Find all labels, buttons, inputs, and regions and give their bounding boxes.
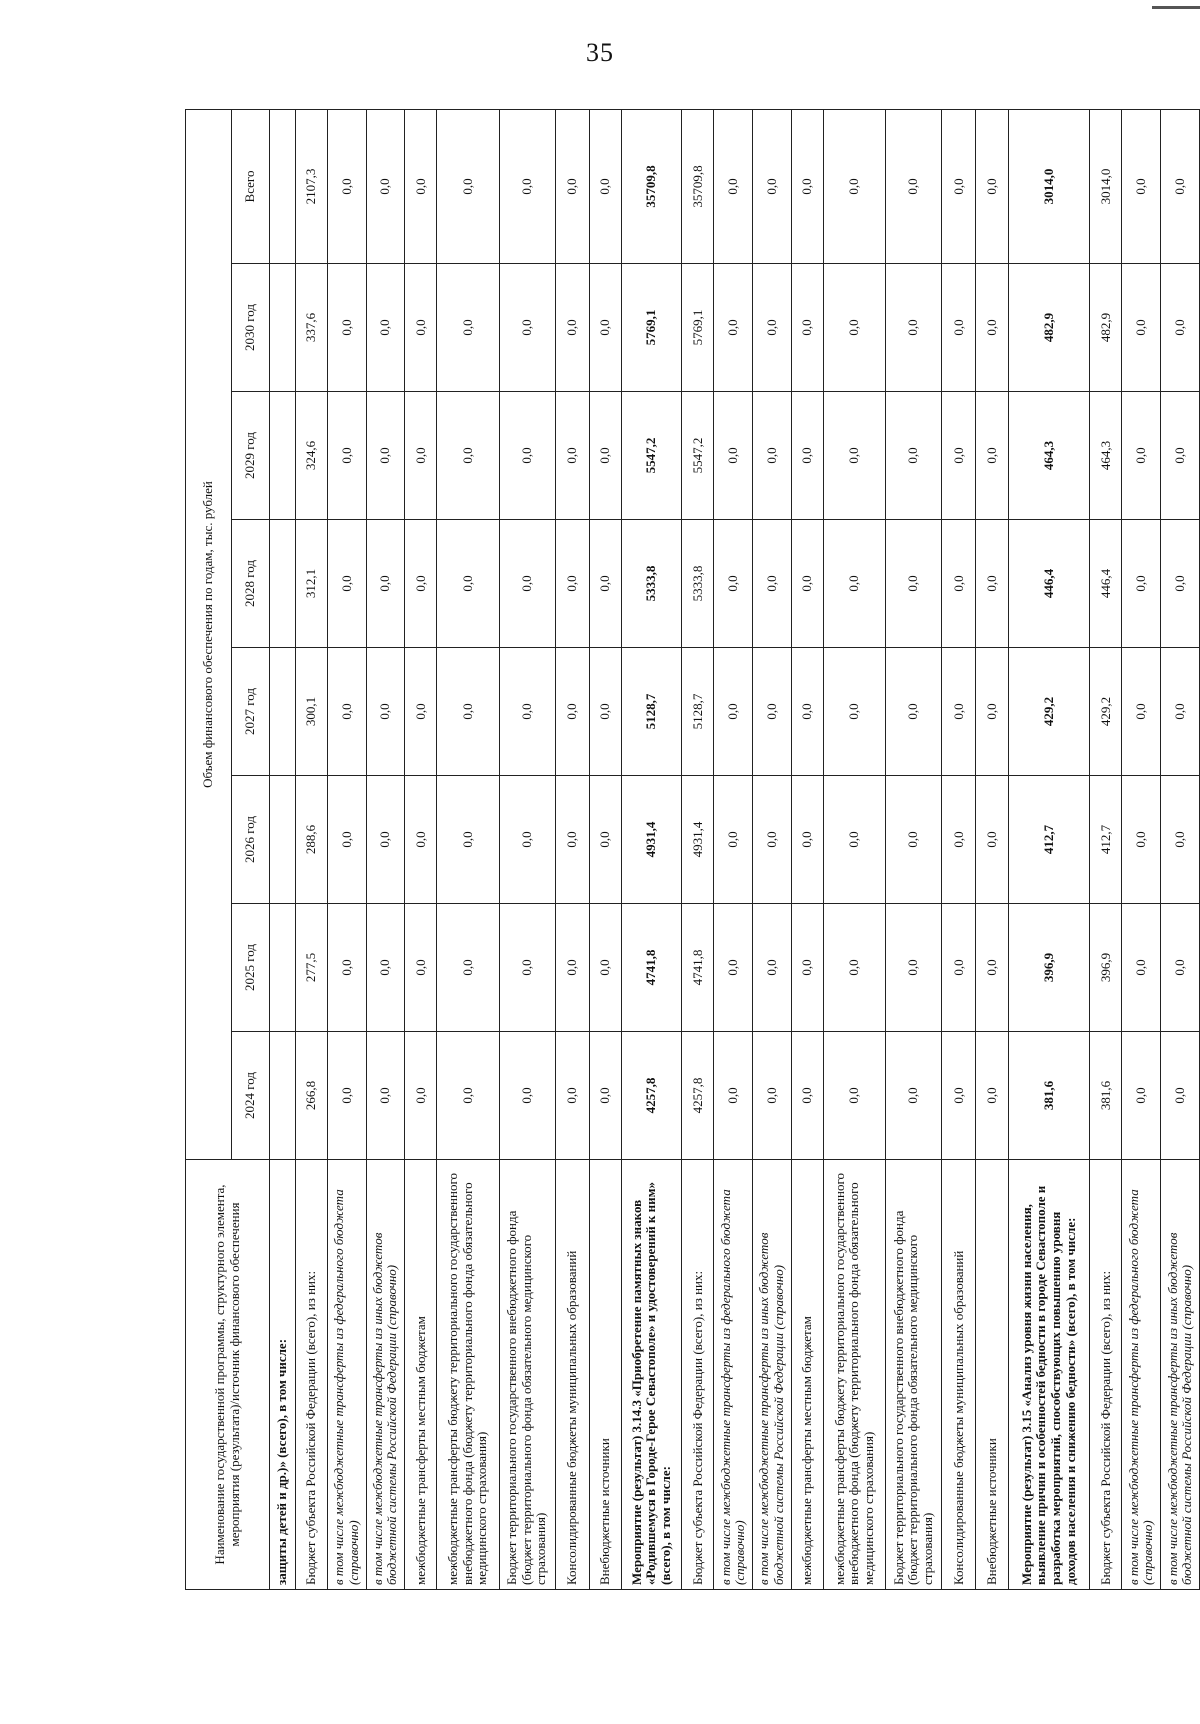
value-cell: 266,8 — [295, 1032, 327, 1160]
value-cell: 429,2 — [1008, 648, 1090, 776]
table-row — [886, 109, 942, 1589]
value-cell: 0,0 — [1161, 109, 1200, 263]
value-cell: 0,0 — [791, 904, 823, 1032]
value-cell: 0,0 — [437, 776, 499, 904]
value-cell: 482,9 — [1090, 264, 1122, 392]
value-cell: 0,0 — [555, 648, 589, 776]
value-cell: 0,0 — [327, 392, 366, 520]
value-cell: 0,0 — [714, 904, 753, 1032]
value-cell: 0,0 — [366, 392, 405, 520]
value-cell: 0,0 — [886, 392, 942, 520]
table-row — [295, 109, 327, 1589]
value-cell: 0,0 — [589, 776, 621, 904]
value-cell: 0,0 — [753, 904, 792, 1032]
row-label: Бюджет субъекта Российской Федерации (всего), из них: — [1090, 1160, 1122, 1590]
value-cell: 0,0 — [942, 904, 976, 1032]
value-cell: 0,0 — [366, 776, 405, 904]
value-cell: 0,0 — [327, 264, 366, 392]
value-cell: 0,0 — [589, 520, 621, 648]
value-cell: 5769,1 — [622, 264, 682, 392]
row-label: Мероприятие (результат) 3.15 «Анализ уровня жизни населения, выявление причин и особенностей бедности в городе Севастополе и разработка мероприятий, способствующих повышению уровня доходов населения и снижению бедности» (всего), в том числе: — [1008, 1160, 1090, 1590]
value-cell: 0,0 — [405, 1032, 437, 1160]
value-cell: 0,0 — [976, 648, 1008, 776]
row-label: Консолидированные бюджеты муниципальных образований — [555, 1160, 589, 1590]
row-label: Консолидированные бюджеты муниципальных образований — [942, 1160, 976, 1590]
value-cell: 0,0 — [1122, 520, 1161, 648]
value-cell: 0,0 — [327, 904, 366, 1032]
value-cell: 0,0 — [886, 904, 942, 1032]
table-row — [366, 109, 405, 1589]
value-cell: 412,7 — [1008, 776, 1090, 904]
value-cell: 0,0 — [499, 392, 555, 520]
value-cell: 0,0 — [405, 648, 437, 776]
value-cell: 0,0 — [499, 648, 555, 776]
value-cell: 4931,4 — [622, 776, 682, 904]
table-row — [682, 109, 714, 1589]
value-cell: 0,0 — [976, 520, 1008, 648]
value-cell: 0,0 — [791, 1032, 823, 1160]
year-header: Всего — [232, 109, 270, 263]
value-cell: 0,0 — [976, 264, 1008, 392]
value-cell: 5547,2 — [682, 392, 714, 520]
value-cell: 482,9 — [1008, 264, 1090, 392]
table-row — [1090, 109, 1122, 1589]
row-label: в том числе межбюджетные трансферты из федерального бюджета (справочно) — [1122, 1160, 1161, 1590]
value-cell: 0,0 — [886, 109, 942, 263]
value-cell: 0,0 — [499, 904, 555, 1032]
value-cell: 0,0 — [824, 904, 886, 1032]
value-cell: 0,0 — [942, 264, 976, 392]
row-label: Внебюджетные источники — [589, 1160, 621, 1590]
value-cell: 0,0 — [824, 776, 886, 904]
value-cell: 0,0 — [437, 648, 499, 776]
value-cell: 0,0 — [437, 520, 499, 648]
value-cell: 0,0 — [1161, 904, 1200, 1032]
value-cell: 0,0 — [327, 1032, 366, 1160]
value-cell: 0,0 — [1161, 648, 1200, 776]
value-cell: 0,0 — [405, 904, 437, 1032]
value-cell: 0,0 — [976, 776, 1008, 904]
value-cell: 300,1 — [295, 648, 327, 776]
value-cell: 0,0 — [753, 648, 792, 776]
row-label: в том числе межбюджетные трансферты из федерального бюджета (справочно) — [327, 1160, 366, 1590]
table-row — [327, 109, 366, 1589]
value-cell: 0,0 — [791, 109, 823, 263]
row-label: Бюджет субъекта Российской Федерации (всего), из них: — [295, 1160, 327, 1590]
value-cell: 0,0 — [791, 264, 823, 392]
value-cell: 0,0 — [753, 264, 792, 392]
row-label: в том числе межбюджетные трансферты из федерального бюджета (справочно) — [714, 1160, 753, 1590]
value-cell: 0,0 — [589, 392, 621, 520]
value-cell: 5333,8 — [682, 520, 714, 648]
value-cell: 0,0 — [714, 776, 753, 904]
value-cell: 412,7 — [1090, 776, 1122, 904]
table-row — [791, 109, 823, 1589]
table-row — [499, 109, 555, 1589]
value-cell: 0,0 — [1122, 648, 1161, 776]
value-cell: 0,0 — [942, 776, 976, 904]
value-cell: 0,0 — [753, 1032, 792, 1160]
table-row — [714, 109, 753, 1589]
value-cell: 0,0 — [405, 264, 437, 392]
value-cell: 0,0 — [791, 520, 823, 648]
value-cell: 0,0 — [886, 648, 942, 776]
value-cell: 0,0 — [1161, 392, 1200, 520]
value-cell: 396,9 — [1008, 904, 1090, 1032]
year-header: 2030 год — [232, 264, 270, 392]
value-cell: 0,0 — [555, 776, 589, 904]
year-header: 2026 год — [232, 776, 270, 904]
value-cell: 0,0 — [555, 392, 589, 520]
value-cell: 0,0 — [824, 648, 886, 776]
value-cell: 0,0 — [405, 109, 437, 263]
value-cell: 0,0 — [1122, 264, 1161, 392]
value-cell: 0,0 — [555, 520, 589, 648]
value-cell: 0,0 — [824, 392, 886, 520]
value-cell: 0,0 — [1161, 776, 1200, 904]
value-cell: 0,0 — [1122, 776, 1161, 904]
value-cell: 35709,8 — [622, 109, 682, 263]
value-cell: 446,4 — [1008, 520, 1090, 648]
value-cell: 3014,0 — [1008, 109, 1090, 263]
value-cell: 0,0 — [976, 392, 1008, 520]
row-label: межбюджетные трансферты бюджету территориального государственного внебюджетного фонда (бюджету территориального фонда обязательного медицинского страхования) — [824, 1160, 886, 1590]
value-cell: 0,0 — [976, 1032, 1008, 1160]
table-row — [753, 109, 792, 1589]
value-cell: 0,0 — [714, 264, 753, 392]
row-label: в том числе межбюджетные трансферты из иных бюджетов бюджетной системы Российской Федерации (справочно) — [366, 1160, 405, 1590]
value-cell: 0,0 — [405, 392, 437, 520]
table-row — [824, 109, 886, 1589]
value-cell: 0,0 — [499, 776, 555, 904]
value-cell: 337,6 — [295, 264, 327, 392]
value-cell: 0,0 — [942, 109, 976, 263]
value-cell: 0,0 — [366, 264, 405, 392]
value-cell: 0,0 — [437, 109, 499, 263]
value-cell: 0,0 — [1122, 1032, 1161, 1160]
value-cell: 0,0 — [1161, 1032, 1200, 1160]
value-cell: 4931,4 — [682, 776, 714, 904]
value-cell: 0,0 — [437, 1032, 499, 1160]
value-cell: 0,0 — [437, 392, 499, 520]
value-cell: 429,2 — [1090, 648, 1122, 776]
value-cell: 0,0 — [753, 392, 792, 520]
table-row — [942, 109, 976, 1589]
value-cell: 288,6 — [295, 776, 327, 904]
table-row — [976, 109, 1008, 1589]
value-cell: 0,0 — [824, 109, 886, 263]
value-cell: 0,0 — [589, 109, 621, 263]
value-cell: 5333,8 — [622, 520, 682, 648]
value-cell: 0,0 — [366, 520, 405, 648]
value-cell: 0,0 — [589, 904, 621, 1032]
value-cell: 0,0 — [499, 109, 555, 263]
table-row — [589, 109, 621, 1589]
table-row — [555, 109, 589, 1589]
table-row — [405, 109, 437, 1589]
header-volume: Объем финансового обеспечения по годам, тыс. рублей — [186, 109, 232, 1159]
table-row — [1161, 109, 1200, 1589]
row-label: Бюджет территориального государственного внебюджетного фонда (бюджет территориального фонда обязательного медицинского страхования) — [886, 1160, 942, 1590]
value-cell: 0,0 — [942, 648, 976, 776]
value-cell: 0,0 — [791, 648, 823, 776]
value-cell: 0,0 — [714, 109, 753, 263]
value-cell: 0,0 — [714, 520, 753, 648]
value-cell: 381,6 — [1090, 1032, 1122, 1160]
value-cell: 0,0 — [886, 520, 942, 648]
value-cell: 2107,3 — [295, 109, 327, 263]
value-cell: 0,0 — [366, 109, 405, 263]
value-cell: 0,0 — [714, 392, 753, 520]
value-cell: 0,0 — [942, 520, 976, 648]
value-cell: 0,0 — [366, 648, 405, 776]
value-cell: 5547,2 — [622, 392, 682, 520]
value-cell: 0,0 — [1161, 264, 1200, 392]
value-cell: 312,1 — [295, 520, 327, 648]
value-cell: 0,0 — [499, 1032, 555, 1160]
row-label: межбюджетные трансферты местным бюджетам — [405, 1160, 437, 1590]
value-cell: 0,0 — [437, 264, 499, 392]
value-cell: 0,0 — [886, 776, 942, 904]
value-cell: 464,3 — [1090, 392, 1122, 520]
value-cell: 0,0 — [942, 392, 976, 520]
corner-rule — [1152, 6, 1200, 9]
value-cell: 0,0 — [499, 264, 555, 392]
year-header: 2027 год — [232, 648, 270, 776]
value-cell: 4257,8 — [682, 1032, 714, 1160]
table-row — [622, 109, 682, 1589]
value-cell: 0,0 — [437, 904, 499, 1032]
value-cell: 0,0 — [976, 109, 1008, 263]
value-cell: 0,0 — [942, 1032, 976, 1160]
row-label: Мероприятие (результат) 3.14.3 «Приобретение памятных знаков «Родившемуся в Городе-Герое Севастополе» и удостоверений к ним» (всего), в том числе: — [622, 1160, 682, 1590]
value-cell: 0,0 — [327, 520, 366, 648]
value-cell: 0,0 — [824, 1032, 886, 1160]
value-cell: 0,0 — [976, 904, 1008, 1032]
value-cell: 0,0 — [589, 1032, 621, 1160]
value-cell: 3014,0 — [1090, 109, 1122, 263]
value-cell: 0,0 — [499, 520, 555, 648]
page-number: 35 — [586, 38, 614, 67]
value-cell: 0,0 — [1122, 392, 1161, 520]
value-cell: 446,4 — [1090, 520, 1122, 648]
value-cell: 0,0 — [791, 392, 823, 520]
value-cell: 0,0 — [555, 904, 589, 1032]
year-header: 2028 год — [232, 520, 270, 648]
value-cell: 0,0 — [366, 904, 405, 1032]
value-cell: 0,0 — [366, 1032, 405, 1160]
value-cell: 0,0 — [753, 776, 792, 904]
row-label: Внебюджетные источники — [976, 1160, 1008, 1590]
year-header: 2024 год — [232, 1032, 270, 1160]
row-label: межбюджетные трансферты местным бюджетам — [791, 1160, 823, 1590]
rotated-table-container — [185, 110, 1200, 1590]
row-label: Бюджет территориального государственного внебюджетного фонда (бюджет территориального фонда обязательного медицинского страхования) — [499, 1160, 555, 1590]
value-cell: 0,0 — [753, 109, 792, 263]
table-row — [1008, 109, 1090, 1589]
financing-table — [185, 109, 1200, 1590]
value-cell: 0,0 — [714, 1032, 753, 1160]
year-header: 2025 год — [232, 904, 270, 1032]
value-cell: 0,0 — [791, 776, 823, 904]
value-cell: 35709,8 — [682, 109, 714, 263]
value-cell: 396,9 — [1090, 904, 1122, 1032]
value-cell: 0,0 — [824, 264, 886, 392]
table-row — [1122, 109, 1161, 1589]
value-cell: 324,6 — [295, 392, 327, 520]
value-cell: 4741,8 — [622, 904, 682, 1032]
value-cell: 0,0 — [1122, 109, 1161, 263]
value-cell: 4741,8 — [682, 904, 714, 1032]
table-row — [437, 109, 499, 1589]
value-cell: 0,0 — [589, 264, 621, 392]
row-label: межбюджетные трансферты бюджету территориального государственного внебюджетного фонда (бюджету территориального фонда обязательного медицинского страхования) — [437, 1160, 499, 1590]
value-cell: 0,0 — [405, 776, 437, 904]
value-cell: 464,3 — [1008, 392, 1090, 520]
value-cell: 0,0 — [1161, 520, 1200, 648]
value-cell: 0,0 — [1122, 904, 1161, 1032]
header-name: Наименование государственной программы, структурного элемента, мероприятия (результата)/источник финансового обеспечения — [186, 1160, 270, 1590]
value-cell: 5128,7 — [682, 648, 714, 776]
value-cell: 0,0 — [327, 776, 366, 904]
value-cell: 0,0 — [886, 264, 942, 392]
row-label: Бюджет субъекта Российской Федерации (всего), из них: — [682, 1160, 714, 1590]
value-cell: 0,0 — [327, 109, 366, 263]
value-cell: 0,0 — [555, 1032, 589, 1160]
section-title: защиты детей и др.)» (всего), в том числе: — [270, 1160, 296, 1590]
row-label: в том числе межбюджетные трансферты из иных бюджетов бюджетной системы Российской Федерации (справочно) — [1161, 1160, 1200, 1590]
value-cell: 381,6 — [1008, 1032, 1090, 1160]
value-cell: 0,0 — [824, 520, 886, 648]
value-cell: 5769,1 — [682, 264, 714, 392]
value-cell: 277,5 — [295, 904, 327, 1032]
value-cell: 0,0 — [886, 1032, 942, 1160]
value-cell: 0,0 — [753, 520, 792, 648]
value-cell: 0,0 — [555, 109, 589, 263]
value-cell: 0,0 — [405, 520, 437, 648]
year-header: 2029 год — [232, 392, 270, 520]
value-cell: 5128,7 — [622, 648, 682, 776]
value-cell: 0,0 — [327, 648, 366, 776]
value-cell: 0,0 — [555, 264, 589, 392]
value-cell: 0,0 — [714, 648, 753, 776]
row-label: в том числе межбюджетные трансферты из иных бюджетов бюджетной системы Российской Федерации (справочно) — [753, 1160, 792, 1590]
value-cell: 0,0 — [589, 648, 621, 776]
value-cell: 4257,8 — [622, 1032, 682, 1160]
